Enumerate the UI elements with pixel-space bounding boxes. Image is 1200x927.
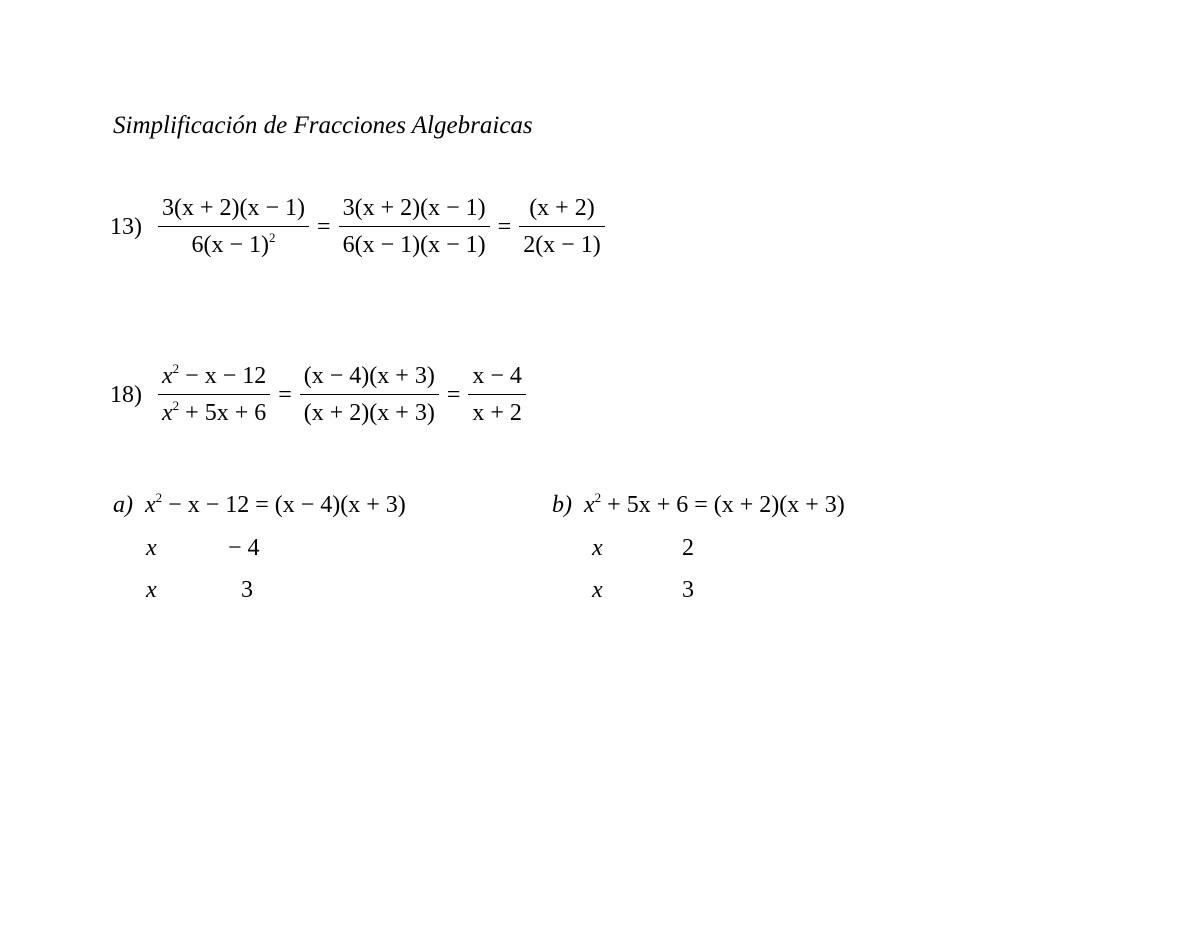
part-a-row1-variable: x [146,535,157,561]
part-b-row1-value: 2 [682,535,694,561]
fraction-18-2-numerator: (x − 4)(x + 3) [303,363,435,389]
fraction-18-3-denominator: x + 2 [472,400,522,426]
part-a-row1-value: − 4 [228,535,260,561]
problem-18-label: 18) [110,382,142,408]
fraction-18-1-numerator: $x^2 - x - 12$ [162,361,267,389]
fraction-18-1 [158,363,270,427]
denominator-base: 6(x − 1) [191,232,270,258]
part-a-row2-value: 3 [241,577,253,603]
fraction-18-2 [300,363,439,427]
part-b-row2-value: 3 [682,577,694,603]
part-a-expression: − x − 12 = (x − 4)(x + 3) [162,492,406,518]
exponent: 2 [269,230,276,245]
part-b-factorization: b) $x^2 + 5x + 6 = (x + 2)(x + 3)$ [552,490,845,518]
part-a-factorization: a) $x^2 - x - 12 = (x - 4)(x + 3)$ [113,490,406,518]
fraction-13-3-numerator: (x + 2) [529,195,595,221]
problem-13-equation [158,195,605,259]
part-a-row2-variable: x [146,577,157,603]
fraction-18-2-denominator: (x + 2)(x + 3) [303,400,435,426]
problem-18-equation [158,363,526,427]
exponent: 2 [594,490,602,505]
exponent: 2 [172,398,180,413]
fraction-13-3 [519,195,605,259]
part-a-label: a) [113,492,133,518]
exponent: 2 [172,361,180,376]
page-title: Simplificación de Fracciones Algebraicas [113,112,533,139]
exponent: 2 [155,490,163,505]
equals-sign: = [497,213,512,240]
part-b-label: b) [552,492,572,518]
equals-sign: = [446,381,461,408]
fraction-18-3 [468,363,526,427]
part-b-row2-variable: x [592,577,603,603]
equals-sign: = [278,381,292,408]
fraction-13-1-denominator [188,227,280,259]
fraction-18-1-denominator: $x^2 + 5x + 6$ [162,398,267,426]
equals-sign: = [317,213,331,240]
fraction-13-2-denominator: 6(x − 1)(x − 1) [342,232,486,258]
fraction-18-3-numerator: x − 4 [472,363,522,389]
part-b-row1-variable: x [592,535,603,561]
fraction-13-1 [158,195,309,259]
fraction-13-1-numerator: 3(x + 2)(x − 1) [162,195,306,221]
fraction-13-2-numerator: 3(x + 2)(x − 1) [342,195,486,221]
problem-13-label: 13) [110,214,142,240]
part-b-expression: + 5x + 6 = (x + 2)(x + 3) [601,492,845,518]
fraction-13-3-denominator: 2(x − 1) [523,232,601,258]
fraction-13-2 [339,195,490,259]
